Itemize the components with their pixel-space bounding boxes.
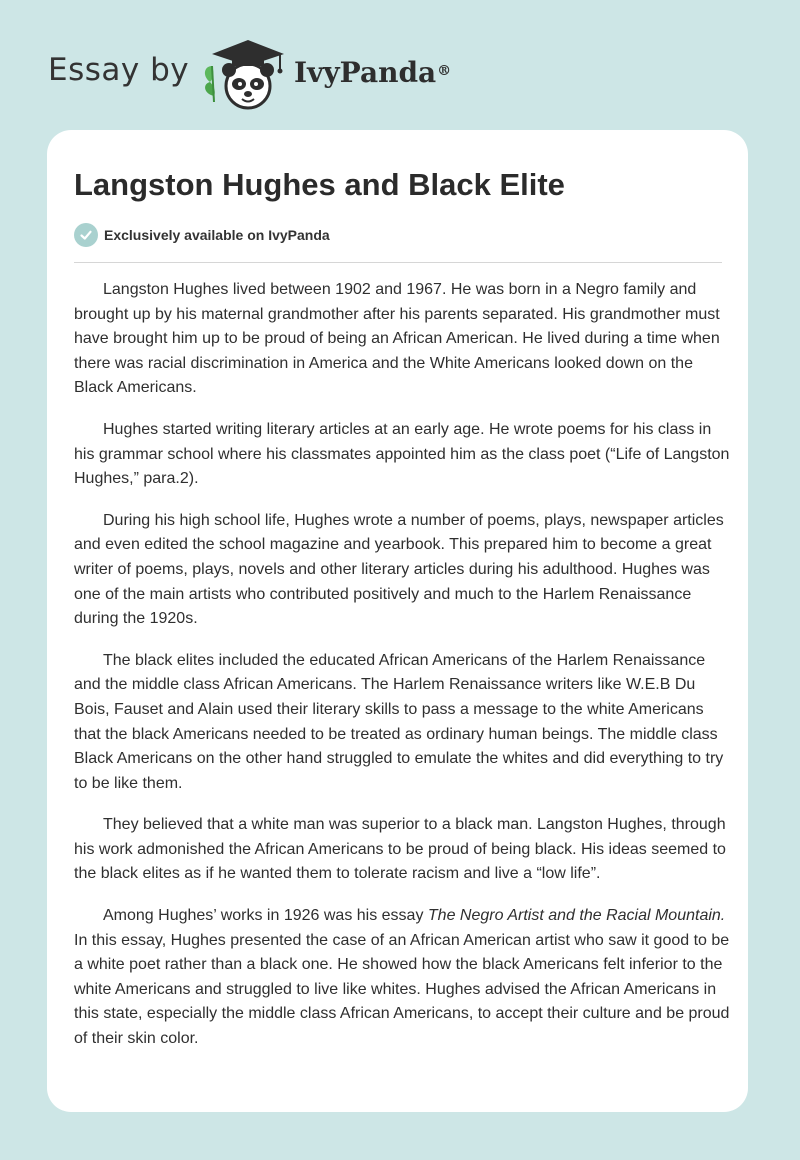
paragraph: During his high school life, Hughes wrote a number of poems, plays, newspaper articles and even edited the school magazine and yearbook. This prepared him to become a great writer of poems, plays, novels and other literary articles during his adulthood. Hughes was one of the main artists who contributed positively and much to the Harlem Renaissance during the 1920s. bbox=[74, 511, 724, 628]
paragraph-text: Among Hughes’ works in 1926 was his essay bbox=[103, 907, 428, 925]
essay-card bbox=[47, 130, 748, 1112]
paragraph bbox=[74, 904, 730, 1052]
paragraph: Langston Hughes lived between 1902 and 1967. He was born in a Negro family and brought up by his maternal grandmother after his parents separated. His grandmother must have brought him up to be proud of being an African American. He lived during a time when there was racial discrimination in America and the White Americans looked down on the Black Americans. bbox=[74, 281, 720, 397]
paragraph-text: In this essay, Hughes presented the case of an African American artist who saw it good to be a white poet rather than a black one. He showed how the black Americans felt inferior to the white Americans and struggled to live like whites. Hughes advised the African Americans in this state, especially the middle class African Americans, to accept their culture and be proud of their skin color. bbox=[74, 931, 730, 1048]
exclusive-badge bbox=[74, 222, 330, 248]
panda-graduate-icon bbox=[200, 36, 290, 112]
essay-body bbox=[74, 278, 730, 1069]
site-header bbox=[0, 0, 800, 130]
brand-label: IvyPanda bbox=[294, 56, 437, 89]
check-circle-icon bbox=[74, 223, 98, 247]
essay-title-italic: The Negro Artist and the Racial Mountain. bbox=[427, 907, 726, 925]
page-title: Langston Hughes and Black Elite bbox=[74, 167, 565, 202]
registered-mark: ® bbox=[437, 63, 452, 79]
divider bbox=[74, 262, 722, 263]
paragraph: The black elites included the educated African Americans of the Harlem Renaissance and the middle class African Americans. The Harlem Renaissance writers like W.E.B Du Bois, Fauset and Alain used their literary skills to pass a message to the white Americans that the black Americans needed to be treated as ordinary human beings. The middle class Black Americans on the other hand struggled to emulate the whites and did everything to try to be like them. bbox=[74, 651, 724, 792]
badge-label: Exclusively available on IvyPanda bbox=[104, 227, 330, 243]
paragraph: They believed that a white man was superior to a black man. Langston Hughes, through his work admonished the African Americans to be proud of being black. His ideas seemed to the black elites as if he wanted them to tolerate racism and live a “low life”. bbox=[74, 816, 726, 883]
essay-by-label: Essay by bbox=[48, 52, 190, 88]
paragraph: Hughes started writing literary articles at an early age. He wrote poems for his class in his grammar school where his classmates appointed him as the class poet (“Life of Langston Hughes,” para.2). bbox=[74, 420, 730, 488]
brand-name[interactable] bbox=[294, 53, 451, 93]
